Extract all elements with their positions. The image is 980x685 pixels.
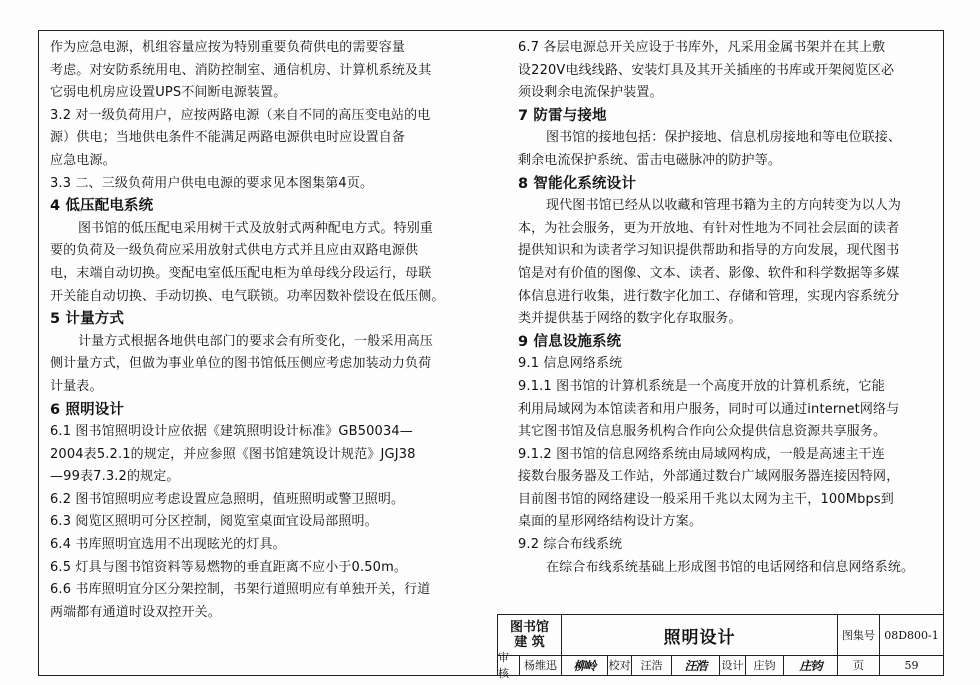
text-line: 6.2 图书馆照明应考虑设置应急照明，值班照明或警卫照明。 [50, 491, 405, 507]
design-signature: 庄钧 [784, 655, 838, 675]
text-line: 6.4 书库照明宜选用不出现眩光的灯具。 [50, 537, 286, 553]
page-number: 59 [904, 658, 919, 672]
section-heading: 9 信息设施系统 [518, 333, 622, 350]
text-line: 提供知识和为读者学习知识提供帮助和指导的方向发展，现代图书 [518, 243, 900, 259]
text-line: 6.7 各层电源总开关应设于书库外，凡采用金属书架并在其上敷 [518, 40, 886, 55]
text-line: 计量表。 [50, 378, 103, 394]
text-line: 9.1.1 图书馆的计算机系统是一个高度开放的计算机系统，它能 [518, 378, 885, 394]
right-text-column [518, 37, 938, 579]
text-line: 考虑。对安防系统用电、消防控制室、通信机房、计算机系统及其 [50, 62, 432, 78]
check-label: 校对 [608, 655, 632, 675]
drawing-title: 照明设计 [562, 615, 838, 655]
text-line: 要的负荷及一级负荷应采用放射式供电方式并且应由双路电源供 [50, 243, 419, 259]
section-heading: 7 防雷与接地 [518, 107, 607, 124]
text-line: 9.1.2 图书馆的信息网络系统由局域网构成，一般是高速主干连 [518, 446, 885, 462]
text-line: 9.1 信息网络系统 [518, 356, 623, 372]
page-label: 页 [838, 655, 880, 675]
text-line: 接数台服务器及工作站，外部通过数台广域网服务器连接因特网， [518, 469, 900, 485]
text-line: 应急电源。 [50, 152, 116, 168]
text-line: 剩余电流保护系统、雷击电磁脉冲的防护等。 [518, 152, 782, 168]
text-line: 现代图书馆已经从以收藏和管理书籍为主的方向转变为以人为 [546, 198, 902, 214]
text-line: 开关能自动切换、手动切换、电气联锁。功率因数补偿设在低压侧。 [50, 288, 445, 304]
check-name: 汪浩 [632, 655, 672, 675]
text-line: 9.2 综合布线系统 [518, 537, 623, 553]
text-line: 电，末端自动切换。变配电室低压配电柜为单母线分段运行，母联 [50, 265, 432, 281]
section-heading: 4 低压配电系统 [50, 198, 154, 215]
design-label: 设计 [720, 655, 746, 675]
title-block-main-row [498, 615, 943, 656]
text-line: 设220V电线线路、安装灯具及其开关插座的书库或开架阅览区必 [518, 62, 895, 78]
design-name: 庄钧 [746, 655, 784, 675]
title-block [497, 614, 944, 680]
text-line: 2004表5.2.1的规定，并应参照《图书馆建筑设计规范》JGJ38 [50, 446, 416, 462]
text-line: 利用局域网为本馆读者和用户服务，同时可以通过internet网络与 [518, 401, 900, 417]
category-line-1: 图书馆 [509, 620, 549, 635]
text-line: 图书馆的接地包括：保护接地、信息机房接地和等电位联接、 [546, 130, 902, 146]
text-line: —99表7.3.2的规定。 [50, 469, 180, 485]
section-heading: 8 智能化系统设计 [518, 175, 636, 192]
text-line: 桌面的星形网络结构设计方案。 [518, 514, 703, 530]
section-heading: 6 照明设计 [50, 401, 125, 418]
text-line: 源）供电；当地供电条件不能满足两路电源供电时应设置自备 [50, 130, 406, 146]
section-heading: 5 计量方式 [50, 311, 125, 328]
text-line: 两端都有通道时设双控开关。 [50, 604, 221, 620]
text-line: 计量方式根据各地供电部门的要求会有所变化，一般采用高压 [78, 333, 434, 349]
text-line: 6.3 阅览区照明可分区控制，阅览室桌面宜设局部照明。 [50, 514, 378, 530]
text-line: 它弱电机房应设置UPS不间断电源装置。 [50, 85, 287, 101]
text-line: 须设剩余电流保护装置。 [518, 85, 663, 101]
review-name: 杨维迅 [520, 655, 562, 675]
text-line: 6.1 图书馆照明设计应依据《建筑照明设计标准》GB50034— [50, 424, 413, 440]
text-line: 目前图书馆的网络建设一般采用千兆以太网为主干，100Mbps到 [518, 491, 894, 507]
text-line: 3.2 对一级负荷用户，应按两路电源（来自不同的高压变电站的电 [50, 107, 431, 123]
title-block-sign-row [498, 651, 943, 680]
category-line-2: 建 筑 [514, 635, 545, 650]
text-line: 图书馆的低压配电采用树干式及放射式两种配电方式。特别重 [78, 220, 434, 236]
text-line: 体信息进行收集，进行数字化加工、存储和管理，实现内容系统分 [518, 288, 900, 304]
set-number-label: 图集号 [838, 615, 880, 655]
check-signature: 汪浩 [672, 655, 720, 675]
text-line: 6.5 灯具与图书馆资料等易燃物的垂直距离不应小于0.50m。 [50, 559, 408, 575]
text-line: 类并提供基于网络的数字化存取服务。 [518, 311, 742, 327]
left-text-column [50, 37, 482, 624]
text-line: 本，为社会服务，更为开放地、有针对性地为不同社会层面的读者 [518, 220, 900, 236]
text-line: 6.6 书库照明宜分区分架控制，书架行道照明应有单独开关，行道 [50, 582, 431, 598]
text-line: 在综合布线系统基础上形成图书馆的电话网络和信息网络系统。 [546, 559, 915, 575]
review-label: 审核 [498, 655, 520, 675]
text-line: 侧计量方式，但做为事业单位的图书馆低压侧应考虑加装动力负荷 [50, 356, 432, 372]
set-number: 08D800-1 [884, 628, 939, 642]
text-line: 作为应急电源，机组容量应按为特别重要负荷供电的需要容量 [50, 40, 406, 55]
text-line: 其它图书馆及信息服务机构合作向公众提供信息资源共享服务。 [518, 424, 887, 440]
text-line: 3.3 二、三级负荷用户供电电源的要求见本图集第4页。 [50, 175, 374, 191]
text-line: 馆是对有价值的图像、文本、读者、影像、软件和科学数据等多媒 [518, 265, 900, 281]
review-signature: 柳岭 [562, 655, 608, 675]
